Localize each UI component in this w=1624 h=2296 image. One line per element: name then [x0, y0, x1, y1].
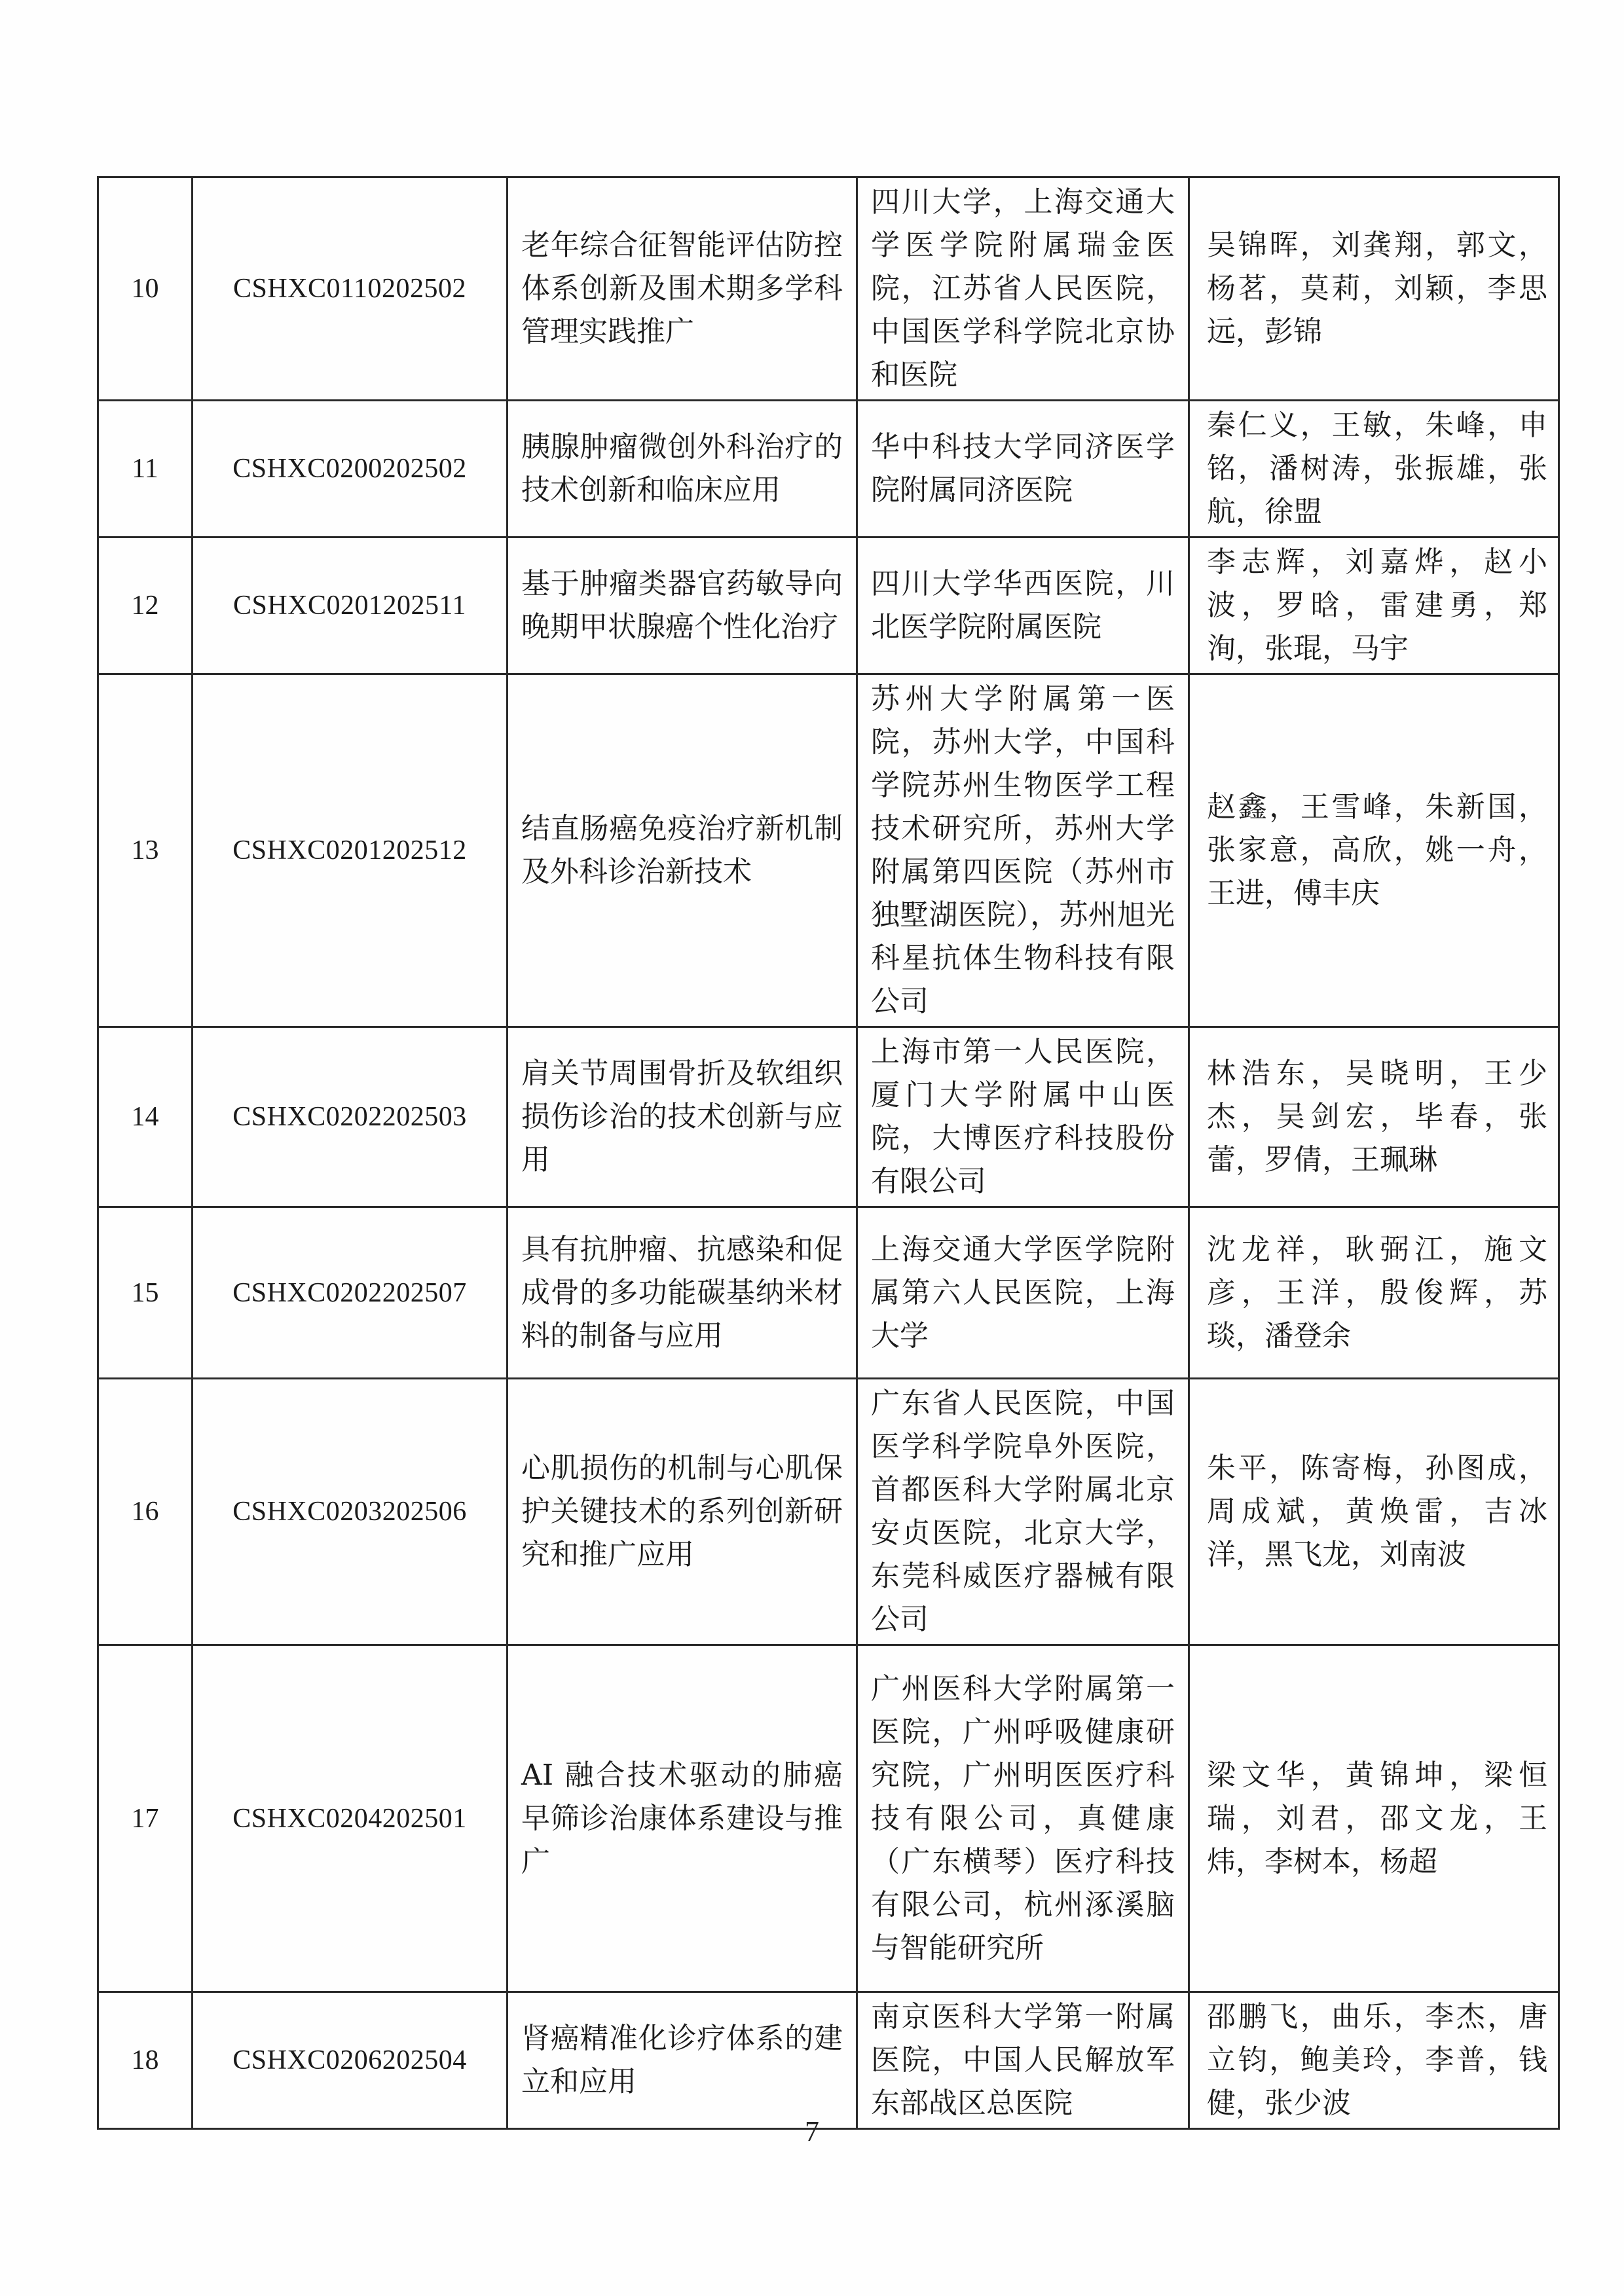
project-code-cell [193, 538, 507, 674]
table-row [98, 674, 1559, 1027]
completing-persons-cell [1189, 1645, 1559, 1992]
project-code: CSHXC0202202507 [232, 1277, 467, 1308]
completing-units-cell [857, 177, 1189, 401]
project-title: 老年综合征智能评估防控体系创新及围术期多学科管理实践推广 [521, 228, 843, 348]
completing-units-cell [857, 1645, 1189, 1992]
project-title-cell [507, 674, 857, 1027]
project-title-cell [507, 1992, 857, 2129]
completing-units-cell [857, 674, 1189, 1027]
completing-units: 华中科技大学同济医学院附属同济医院 [871, 430, 1175, 507]
project-code-cell [193, 1992, 507, 2129]
completing-persons: 赵鑫，王雪峰，朱新国，张家意，高欣，姚一舟，王进，傅丰庆 [1207, 790, 1547, 910]
award-table-body [98, 177, 1559, 2129]
row-number-cell [98, 674, 193, 1027]
completing-units-cell [857, 401, 1189, 538]
completing-units: 上海市第一人民医院，厦门大学附属中山医院，大博医疗科技股份有限公司 [871, 1035, 1175, 1198]
completing-persons-cell [1189, 1207, 1559, 1379]
completing-units-cell [857, 538, 1189, 674]
completing-units-cell [857, 1207, 1189, 1379]
project-title-cell [507, 538, 857, 674]
completing-units-cell [857, 1992, 1189, 2129]
project-title-cell [507, 1645, 857, 1992]
project-code-cell [193, 177, 507, 401]
completing-units-cell [857, 1379, 1189, 1645]
project-title: 结直肠癌免疫治疗新机制及外科诊治新技术 [521, 812, 843, 888]
row-number: 11 [132, 454, 158, 484]
project-title-cell [507, 1027, 857, 1207]
table-row [98, 401, 1559, 538]
project-title: 肩关节周围骨折及软组织损伤诊治的技术创新与应用 [521, 1057, 843, 1176]
project-code: CSHXC0202202503 [232, 1102, 467, 1132]
project-title: 心肌损伤的机制与心肌保护关键技术的系列创新研究和推广应用 [521, 1451, 843, 1571]
completing-persons: 秦仁义，王敏，朱峰，申铭，潘树涛，张振雄，张航，徐盟 [1207, 409, 1547, 528]
project-title: 具有抗肿瘤、抗感染和促成骨的多功能碳基纳米材料的制备与应用 [521, 1232, 843, 1353]
row-number: 13 [131, 835, 159, 866]
completing-persons-cell [1189, 538, 1559, 674]
table-row [98, 1379, 1559, 1645]
award-table [97, 176, 1560, 2130]
row-number: 12 [131, 591, 159, 621]
row-number: 10 [131, 274, 159, 304]
project-code-cell [193, 674, 507, 1027]
page-number: 7 [805, 2115, 819, 2147]
completing-persons-cell [1189, 1379, 1559, 1645]
completing-units: 苏州大学附属第一医院，苏州大学，中国科学院苏州生物医学工程技术研究所，苏州大学附属第四医院（苏州市独墅湖医院），苏州旭光科星抗体生物科技有限公司 [871, 682, 1175, 1018]
project-code: CSHXC0201202511 [233, 591, 466, 621]
table-row [98, 1645, 1559, 1992]
table-row [98, 1027, 1559, 1207]
row-number: 18 [131, 2045, 159, 2075]
completing-persons-cell [1189, 1027, 1559, 1207]
project-title-cell [507, 401, 857, 538]
table-row [98, 177, 1559, 401]
project-title-cell [507, 1207, 857, 1379]
row-number: 16 [131, 1497, 159, 1527]
completing-units: 四川大学华西医院，川北医学院附属医院 [871, 567, 1175, 644]
project-code-cell [193, 1207, 507, 1379]
table-row [98, 1992, 1559, 2129]
table-row [98, 1207, 1559, 1379]
completing-persons: 梁文华，黄锦坤，梁恒瑞，刘君，邵文龙，王炜，李树本，杨超 [1207, 1758, 1547, 1878]
completing-units-cell [857, 1027, 1189, 1207]
completing-persons: 吴锦晖，刘龚翔，郭文，杨茗，莫莉，刘颖，李思远，彭锦 [1207, 228, 1547, 348]
project-title: AI 融合技术驱动的肺癌早筛诊治康体系建设与推广 [521, 1758, 843, 1878]
row-number-cell [98, 401, 193, 538]
completing-persons: 李志辉，刘嘉烨，赵小波，罗晗，雷建勇，郑洵，张琨，马宇 [1207, 545, 1547, 665]
project-code-cell [193, 1645, 507, 1992]
row-number-cell [98, 1027, 193, 1207]
project-code: CSHXC0203202506 [232, 1497, 467, 1527]
project-code: CSHXC0204202501 [232, 1803, 467, 1834]
completing-units: 广东省人民医院，中国医学科学院阜外医院，首都医科大学附属北京安贞医院，北京大学，东莞科威医疗器械有限公司 [871, 1387, 1175, 1636]
row-number: 15 [131, 1277, 159, 1308]
completing-persons: 沈龙祥，耿弼江，施文彦，王洋，殷俊辉，苏琰，潘登余 [1207, 1232, 1547, 1353]
row-number-cell [98, 1379, 193, 1645]
project-title: 肾癌精准化诊疗体系的建立和应用 [521, 2022, 843, 2098]
completing-units: 上海交通大学医学院附属第六人民医院，上海大学 [871, 1232, 1175, 1353]
completing-persons: 林浩东，吴晓明，王少杰，吴剑宏，毕春，张蕾，罗倩，王珮琳 [1207, 1057, 1547, 1176]
project-code-cell [193, 1379, 507, 1645]
row-number-cell [98, 538, 193, 674]
completing-persons-cell [1189, 177, 1559, 401]
completing-units: 广州医科大学附属第一医院，广州呼吸健康研究院，广州明医医疗科技有限公司，真健康（广东横琴）医疗科技有限公司，杭州涿溪脑与智能研究所 [871, 1671, 1175, 1965]
project-code: CSHXC0200202502 [232, 454, 467, 484]
completing-persons: 朱平，陈寄梅，孙图成，周成斌，黄焕雷，吉冰洋，黑飞龙，刘南波 [1207, 1451, 1547, 1571]
row-number-cell [98, 1207, 193, 1379]
project-code: CSHXC0201202512 [232, 835, 467, 866]
row-number-cell [98, 1645, 193, 1992]
project-code-cell [193, 401, 507, 538]
project-code: CSHXC0206202504 [232, 2045, 467, 2075]
completing-units: 四川大学，上海交通大学医学院附属瑞金医院，江苏省人民医院，中国医学科学院北京协和医院 [871, 185, 1175, 392]
completing-persons-cell [1189, 1992, 1559, 2129]
row-number: 17 [131, 1803, 159, 1834]
project-title-cell [507, 177, 857, 401]
completing-persons-cell [1189, 401, 1559, 538]
project-title: 胰腺肿瘤微创外科治疗的技术创新和临床应用 [521, 430, 843, 507]
row-number-cell [98, 177, 193, 401]
project-title: 基于肿瘤类器官药敏导向晚期甲状腺癌个性化治疗 [521, 567, 843, 644]
completing-units: 南京医科大学第一附属医院，中国人民解放军东部战区总医院 [871, 2000, 1175, 2120]
project-title-cell [507, 1379, 857, 1645]
project-code: CSHXC0110202502 [233, 274, 466, 304]
project-code-cell [193, 1027, 507, 1207]
row-number: 14 [131, 1102, 159, 1132]
table-row [98, 538, 1559, 674]
row-number-cell [98, 1992, 193, 2129]
completing-persons: 邵鹏飞，曲乐，李杰，唐立钧，鲍美玲，李普，钱健，张少波 [1207, 2000, 1547, 2120]
completing-persons-cell [1189, 674, 1559, 1027]
